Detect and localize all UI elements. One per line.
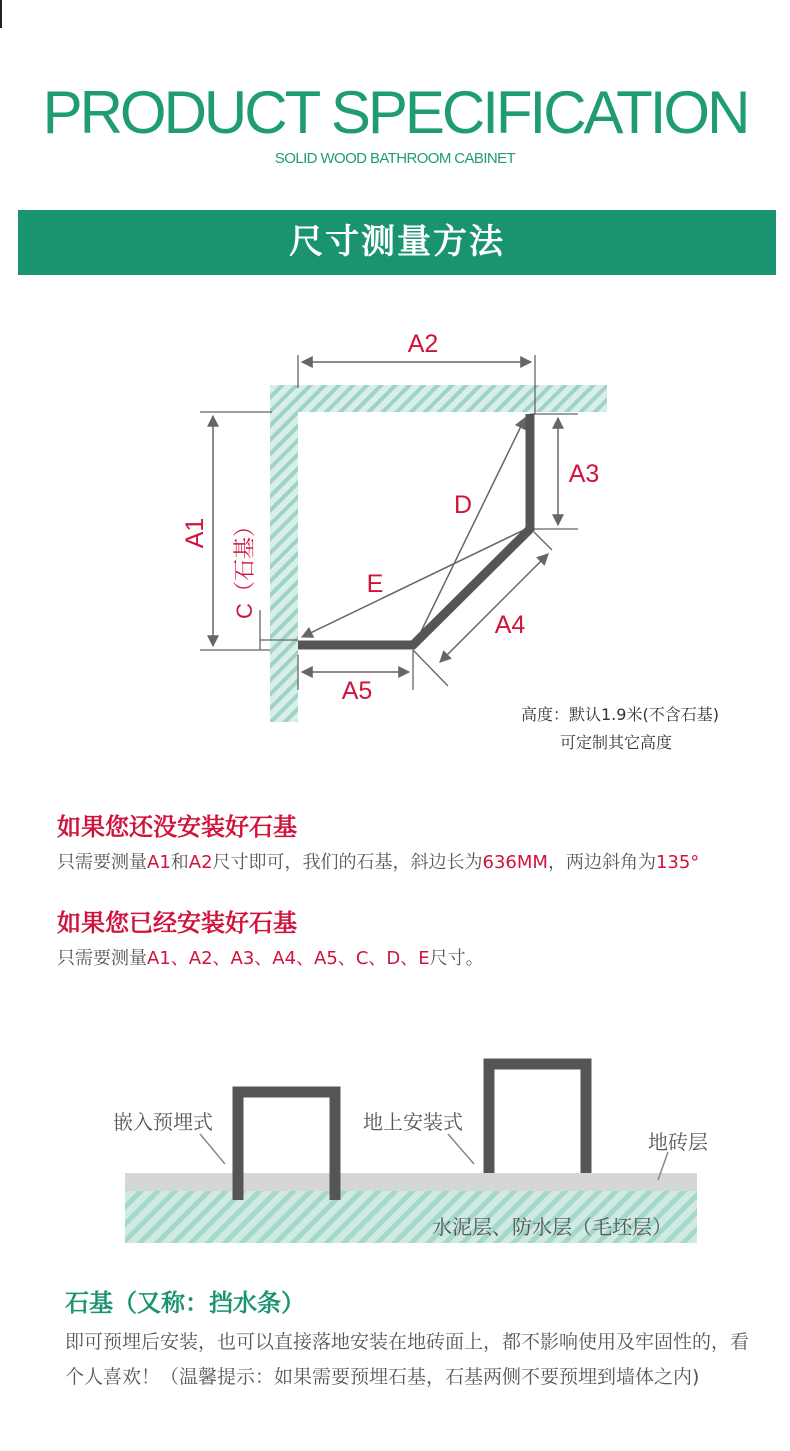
surface-base-shape xyxy=(489,1064,586,1173)
top-wall xyxy=(270,385,607,412)
embedded-label: 嵌入预埋式 xyxy=(113,1110,213,1134)
section2-text xyxy=(57,944,484,970)
page-title: PRODUCT SPECIFICATION xyxy=(42,79,748,146)
section2-title: 如果您已经安装好石基 xyxy=(57,909,297,937)
height-note-line1: 高度：默认1.9米(不含石基) xyxy=(521,705,719,724)
text-highlight: A2 xyxy=(188,852,213,873)
label-d: D xyxy=(453,491,473,519)
label-a2: A2 xyxy=(407,330,439,358)
cement-label: 水泥层、防水层（毛坯层） xyxy=(432,1215,672,1239)
label-e: E xyxy=(366,570,384,598)
text-part: 和 xyxy=(170,852,189,873)
text-highlight: 135° xyxy=(655,852,700,873)
text-part: 只需要测量 xyxy=(57,852,147,873)
label-a3: A3 xyxy=(568,460,600,488)
text-highlight: 636MM xyxy=(482,852,548,873)
label-c: C（石基） xyxy=(232,515,257,619)
section-banner: 尺寸测量方法 xyxy=(18,210,776,275)
section1-text xyxy=(57,848,699,874)
label-a5: A5 xyxy=(341,677,373,705)
text-part: 只需要测量 xyxy=(57,948,147,969)
section1-title: 如果您还没安装好石基 xyxy=(57,813,297,841)
text-part: ，两边斜角为 xyxy=(547,852,656,873)
height-note-line2: 可定制其它高度 xyxy=(560,733,673,752)
label-a4: A4 xyxy=(494,611,526,639)
text-highlight: A1、A2、A3、A4、A5、C、D、E xyxy=(147,948,430,969)
tile-label: 地砖层 xyxy=(648,1130,708,1154)
stone-title: 石基（又称：挡水条） xyxy=(65,1289,305,1317)
text-highlight: A1 xyxy=(147,852,171,873)
text-part: 尺寸。 xyxy=(429,948,484,969)
stone-description: 即可预埋后安装，也可以直接落地安装在地砖面上，都不影响使用及牢固性的，看个人喜欢！（温馨提示：如果需要预埋石基，石基两侧不要预埋到墙体之内) xyxy=(65,1331,750,1388)
text-part: 尺寸即可，我们的石基，斜边长为 xyxy=(212,852,483,873)
surface-label: 地上安装式 xyxy=(363,1110,463,1134)
left-wall xyxy=(270,385,298,722)
label-a1: A1 xyxy=(181,517,209,549)
tile-layer xyxy=(125,1173,697,1191)
page-subtitle: SOLID WOOD BATHROOM CABINET xyxy=(274,150,516,167)
